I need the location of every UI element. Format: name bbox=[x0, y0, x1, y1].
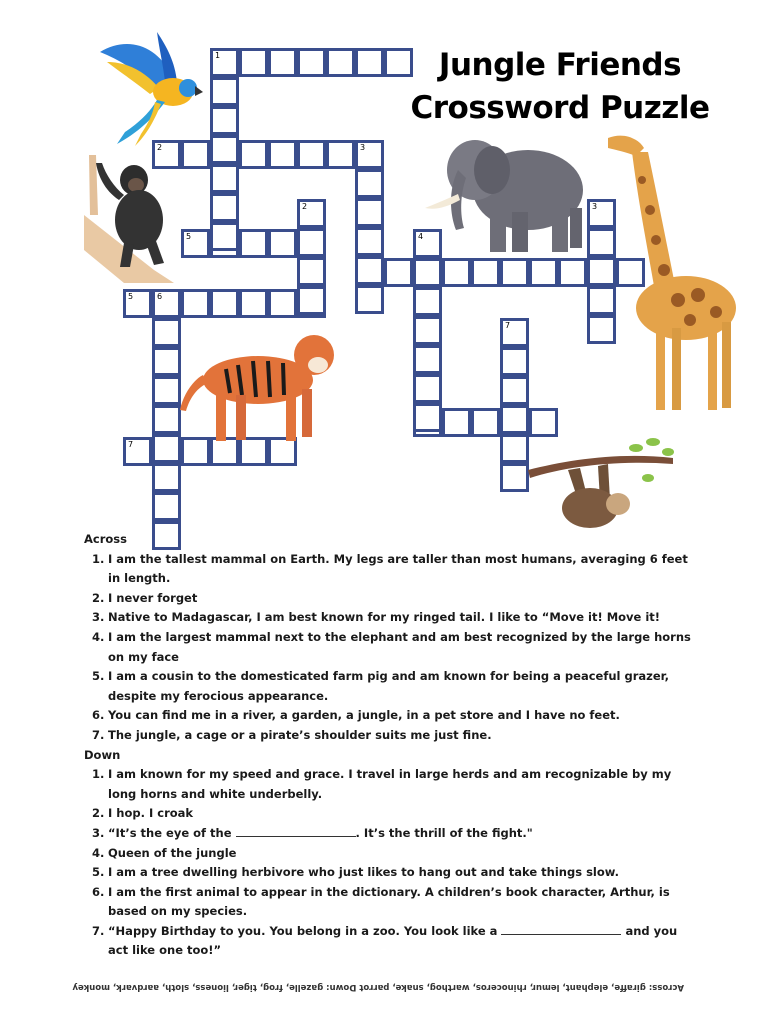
answer-blank bbox=[236, 824, 356, 837]
crossword-cell[interactable] bbox=[181, 289, 210, 318]
crossword-cell[interactable] bbox=[500, 376, 529, 405]
clue-number: 5 bbox=[186, 232, 192, 241]
crossword-cell[interactable] bbox=[413, 287, 442, 316]
tiger-icon bbox=[178, 325, 338, 445]
down-clue-5: 5. I am a tree dwelling herbivore who just likes to hang out and take things slow. bbox=[92, 865, 620, 880]
crossword-cell[interactable] bbox=[297, 257, 326, 286]
clues-section bbox=[84, 530, 694, 961]
crossword-cell[interactable] bbox=[210, 135, 239, 164]
clue-number: 5 bbox=[128, 292, 134, 301]
crossword-cell[interactable] bbox=[239, 229, 268, 258]
crossword-cell[interactable] bbox=[297, 286, 326, 315]
crossword-cell[interactable] bbox=[529, 258, 558, 287]
across-clue-6: 6. You can find me in a river, a garden, a jungle, in a pet store and I have no feet. bbox=[92, 708, 620, 723]
crossword-cell[interactable] bbox=[355, 198, 384, 227]
across-clue-1: 1. I am the tallest mammal on Earth. My legs are taller than most humans, averaging 6 feet in length. bbox=[92, 551, 688, 586]
crossword-cell[interactable] bbox=[500, 258, 529, 287]
crossword-cell[interactable] bbox=[152, 492, 181, 521]
title-line-2: Crossword Puzzle bbox=[410, 90, 710, 126]
crossword-cell[interactable] bbox=[500, 318, 529, 347]
crossword-cell[interactable] bbox=[210, 164, 239, 193]
crossword-cell[interactable] bbox=[442, 258, 471, 287]
crossword-cell[interactable] bbox=[355, 285, 384, 314]
sloth-icon bbox=[528, 430, 678, 530]
crossword-cell[interactable] bbox=[413, 374, 442, 403]
crossword-cell[interactable] bbox=[297, 48, 326, 77]
crossword-cell[interactable] bbox=[210, 106, 239, 135]
clue-number: 2 bbox=[157, 143, 163, 152]
down-heading: Down bbox=[84, 747, 121, 762]
across-clue-4: 4. I am the largest mammal next to the elephant and am best recognized by the large horns on my face bbox=[92, 629, 691, 664]
down-clue-3: 3. “It’s the eye of the . It’s the thrill of the fight." bbox=[92, 825, 533, 840]
crossword-cell[interactable] bbox=[442, 408, 471, 437]
crossword-cell[interactable] bbox=[326, 48, 355, 77]
upside-down-answer-key: Across: giraffe, elephant, lemur, rhinoceros, warthog, snake, parrot Down: gazelle, frog, tiger, lioness, sloth, aardvark, monkey bbox=[72, 982, 684, 992]
across-clue-list bbox=[84, 550, 694, 746]
crossword-cell[interactable] bbox=[384, 48, 413, 77]
crossword-cell[interactable] bbox=[123, 289, 152, 318]
crossword-cell[interactable] bbox=[500, 434, 529, 463]
parrot-icon bbox=[95, 22, 205, 147]
crossword-cell[interactable] bbox=[413, 345, 442, 374]
crossword-cell[interactable] bbox=[210, 222, 239, 251]
crossword-cell[interactable] bbox=[355, 140, 384, 169]
down-clue-1: 1. I am known for my speed and grace. I travel in large herds and am recognizable by my long horns and white underbelly. bbox=[92, 767, 672, 801]
crossword-cell[interactable] bbox=[355, 169, 384, 198]
crossword-cell[interactable] bbox=[297, 199, 326, 228]
crossword-cell[interactable] bbox=[123, 437, 152, 466]
crossword-cell[interactable] bbox=[152, 405, 181, 434]
crossword-cell[interactable] bbox=[152, 434, 181, 463]
crossword-cell[interactable] bbox=[268, 48, 297, 77]
clue-number: 7 bbox=[505, 321, 511, 330]
across-clue-7: 7. The jungle, a cage or a pirate’s shoulder suits me just fine. bbox=[92, 727, 492, 742]
elephant-icon bbox=[420, 130, 590, 255]
crossword-cell[interactable] bbox=[355, 227, 384, 256]
crossword-cell[interactable] bbox=[181, 229, 210, 258]
crossword-cell[interactable] bbox=[500, 463, 529, 492]
clue-number: 1 bbox=[215, 51, 221, 60]
across-clue-5: 5. I am a cousin to the domesticated farm pig and am known for being a peaceful grazer, despite my ferocious appearance. bbox=[92, 669, 669, 703]
crossword-cell[interactable] bbox=[297, 228, 326, 257]
crossword-cell[interactable] bbox=[239, 140, 268, 169]
crossword-cell[interactable] bbox=[413, 258, 442, 287]
title-line-1: Jungle Friends bbox=[438, 47, 682, 83]
crossword-cell[interactable] bbox=[355, 256, 384, 285]
crossword-cell[interactable] bbox=[500, 405, 529, 434]
down-clue-list bbox=[84, 765, 694, 961]
crossword-cell[interactable] bbox=[210, 289, 239, 318]
crossword-cell[interactable] bbox=[384, 258, 413, 287]
down-clue-7: 7. “Happy Birthday to you. You belong in a zoo. You look like a and you act like one too!” bbox=[92, 923, 678, 958]
down-clue-2: 2. I hop. I croak bbox=[92, 806, 194, 821]
clue-number: 4 bbox=[418, 232, 424, 241]
crossword-cell[interactable] bbox=[471, 258, 500, 287]
crossword-cell[interactable] bbox=[500, 347, 529, 376]
crossword-cell[interactable] bbox=[152, 289, 181, 318]
crossword-cell[interactable] bbox=[413, 316, 442, 345]
crossword-cell[interactable] bbox=[413, 403, 442, 432]
clue-number: 2 bbox=[302, 202, 308, 211]
crossword-cell[interactable] bbox=[355, 48, 384, 77]
down-clue-6: 6. I am the first animal to appear in the dictionary. A children’s book character, Arthur, is based on my species. bbox=[92, 884, 670, 919]
clue-number: 3 bbox=[360, 143, 366, 152]
giraffe-icon bbox=[598, 130, 748, 415]
crossword-cell[interactable] bbox=[152, 347, 181, 376]
across-clue-3: 3. Native to Madagascar, I am best known for my ringed tail. I like to “Move it! Move it! bbox=[92, 610, 661, 625]
crossword-cell[interactable] bbox=[210, 193, 239, 222]
crossword-cell[interactable] bbox=[152, 318, 181, 347]
crossword-cell[interactable] bbox=[268, 289, 297, 318]
clue-number: 3 bbox=[592, 202, 598, 211]
crossword-cell[interactable] bbox=[297, 140, 326, 169]
crossword-cell[interactable] bbox=[152, 463, 181, 492]
crossword-cell[interactable] bbox=[558, 258, 587, 287]
crossword-cell[interactable] bbox=[239, 289, 268, 318]
crossword-cell[interactable] bbox=[210, 48, 239, 77]
answer-blank bbox=[501, 922, 621, 935]
crossword-cell[interactable] bbox=[471, 408, 500, 437]
monkey-icon bbox=[84, 155, 179, 283]
crossword-cell[interactable] bbox=[239, 48, 268, 77]
crossword-cell[interactable] bbox=[326, 140, 355, 169]
down-clue-4: 4. Queen of the jungle bbox=[92, 845, 237, 860]
crossword-cell[interactable] bbox=[210, 77, 239, 106]
crossword-cell[interactable] bbox=[268, 140, 297, 169]
across-heading: Across bbox=[84, 532, 127, 546]
across-clue-2: 2. I never forget bbox=[92, 590, 198, 605]
clue-number: 6 bbox=[157, 292, 163, 301]
clue-number: 7 bbox=[128, 440, 134, 449]
crossword-cell[interactable] bbox=[268, 229, 297, 258]
crossword-cell[interactable] bbox=[152, 376, 181, 405]
